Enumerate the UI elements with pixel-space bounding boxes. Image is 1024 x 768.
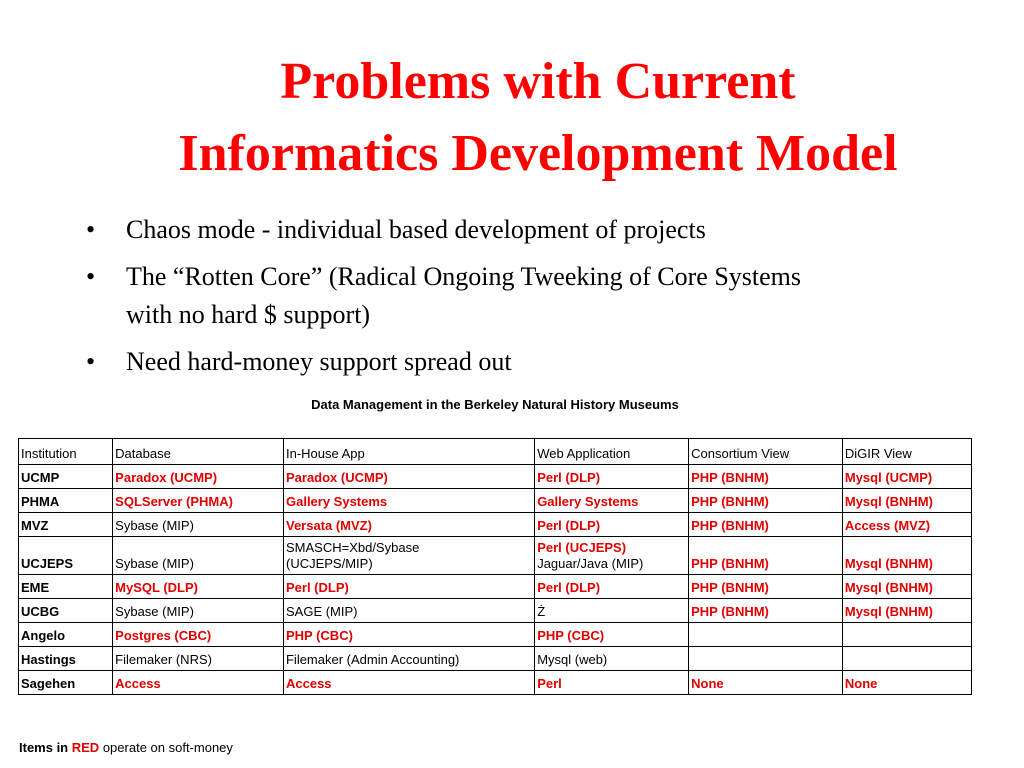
table-cell-text: Perl: [537, 676, 562, 691]
table-cell: [283, 599, 534, 623]
table-cell: [842, 489, 971, 513]
table-header-cell: Institution: [19, 439, 113, 465]
table-cell: [535, 537, 689, 575]
table-row: [19, 489, 972, 513]
institution-cell: EME: [19, 575, 113, 599]
table-cell-text: Mysql (BNHM): [844, 580, 933, 595]
table-row: [19, 647, 972, 671]
institution-cell: UCMP: [19, 465, 113, 489]
table-cell: [689, 671, 843, 695]
table-cell: [535, 513, 689, 537]
table-cell: [842, 647, 971, 671]
bullet-item: [86, 210, 846, 250]
table-row: [19, 513, 972, 537]
table-cell-text: PHP (BNHM): [691, 518, 769, 533]
institution-cell: PHMA: [19, 489, 113, 513]
table-cell-text: Mysql (BNHM): [844, 604, 933, 619]
table-cell: [842, 537, 971, 575]
table-cell-line: Jaguar/Java (MIP): [537, 556, 644, 571]
table-header-cell: Web Application: [535, 439, 689, 465]
table-cell: [842, 599, 971, 623]
table-cell-text: PHP (CBC): [285, 628, 353, 643]
table-cell: [535, 599, 689, 623]
table-row: [19, 465, 972, 489]
bullet-item: [86, 258, 846, 334]
bullet-item: [86, 342, 846, 382]
table-cell: [283, 671, 534, 695]
table-cell-text: PHP (BNHM): [691, 580, 769, 595]
table-cell: [113, 489, 284, 513]
table-cell: [283, 537, 534, 575]
table-cell: [283, 575, 534, 599]
footer-prefix: Items in: [19, 740, 69, 755]
table-row: [19, 575, 972, 599]
table-cell: [113, 599, 284, 623]
table-cell: [842, 513, 971, 537]
table-cell: [113, 537, 284, 575]
table-cell: [283, 623, 534, 647]
table-cell-text: Sybase (MIP): [115, 556, 194, 571]
table-cell: [535, 465, 689, 489]
table-cell: [535, 647, 689, 671]
table-cell-text: Perl (DLP): [537, 518, 601, 533]
table-cell-text: Perl (DLP): [537, 580, 601, 595]
slide-title-line-1: Problems with Current: [280, 53, 796, 110]
table-cell-text: SQLServer (PHMA): [115, 494, 233, 509]
table-cell: [113, 647, 284, 671]
table-cell-text: Perl (DLP): [285, 580, 349, 595]
table-cell-text: PHP (BNHM): [691, 470, 769, 485]
table-cell-text: Gallery Systems: [285, 494, 388, 509]
table-cell: [842, 465, 971, 489]
table-cell-text: Mysql (BNHM): [844, 556, 933, 571]
table-cell-text: Perl (DLP): [537, 470, 601, 485]
bullet-text: The “Rotten Core” (Radical Ongoing Tweeking of Core Systems with no hard $ support): [126, 262, 801, 329]
institution-cell: Angelo: [19, 623, 113, 647]
table-cell: [283, 647, 534, 671]
table-header-cell: In-House App: [283, 439, 534, 465]
table-cell-text: Paradox (UCMP): [285, 470, 388, 485]
institution-cell: UCBG: [19, 599, 113, 623]
table-cell-text: SAGE (MIP): [285, 604, 358, 619]
table-cell-text: Ż: [537, 604, 546, 619]
table-cell: [842, 575, 971, 599]
bullet-icon: •: [86, 215, 96, 244]
table-cell-text: Paradox (UCMP): [115, 470, 218, 485]
slide-title: [0, 46, 1024, 190]
table-cell: [535, 623, 689, 647]
table-cell-text: Mysql (web): [537, 652, 608, 667]
bullet-list: [86, 210, 846, 390]
table-cell: [283, 465, 534, 489]
table-cell-text: Mysql (UCMP): [844, 470, 933, 485]
table-cell-text: MySQL (DLP): [115, 580, 198, 595]
table-cell-text: Sybase (MIP): [115, 604, 194, 619]
table-header-cell: Database: [113, 439, 284, 465]
table-cell: [283, 489, 534, 513]
table-cell: [113, 575, 284, 599]
table-header-row: [19, 439, 972, 465]
table-cell-text: Filemaker (Admin Accounting): [285, 652, 460, 667]
bullet-icon: •: [86, 262, 96, 291]
table-cell-text: Access (MVZ): [844, 518, 931, 533]
table-cell-text: PHP (BNHM): [691, 604, 769, 619]
table-cell-line: (UCJEPS/MIP): [285, 556, 373, 571]
table-cell: [535, 671, 689, 695]
slide-title-line-2: Informatics Development Model: [178, 125, 898, 182]
table-cell-text: PHP (BNHM): [691, 494, 769, 509]
table-cell-text: Sybase (MIP): [115, 518, 194, 533]
table-cell: [535, 575, 689, 599]
footer-note: [19, 740, 233, 755]
table-cell: [689, 623, 843, 647]
table-cell-text: None: [691, 676, 724, 691]
table-cell: [689, 537, 843, 575]
table-cell: [689, 575, 843, 599]
table-cell: [689, 465, 843, 489]
table-row: [19, 623, 972, 647]
table-cell: [689, 599, 843, 623]
table-cell-text: None: [844, 676, 878, 691]
table-cell: [113, 623, 284, 647]
table-cell-text: Postgres (CBC): [115, 628, 212, 643]
institution-cell: Hastings: [19, 647, 113, 671]
table-cell-text: Access: [285, 676, 332, 691]
table-cell: [283, 513, 534, 537]
table-row: [19, 599, 972, 623]
table-cell-text: Filemaker (NRS): [115, 652, 212, 667]
table-cell-text: PHP (BNHM): [691, 556, 769, 571]
table-cell-text: Access: [115, 676, 161, 691]
institution-cell: MVZ: [19, 513, 113, 537]
table-cell: [113, 465, 284, 489]
footer-red-word: RED: [71, 740, 100, 755]
table-row: [19, 537, 972, 575]
table-caption: Data Management in the Berkeley Natural History Museums: [311, 397, 679, 412]
institution-cell: Sagehen: [19, 671, 113, 695]
institution-cell: UCJEPS: [19, 537, 113, 575]
table-cell-text: Mysql (BNHM): [844, 494, 933, 509]
bullet-text: Need hard-money support spread out: [126, 347, 512, 376]
bullet-text: Chaos mode - individual based development of projects: [126, 215, 706, 244]
bullet-icon: •: [86, 347, 96, 376]
table-cell-text: Gallery Systems: [537, 494, 639, 509]
table-header-cell: DiGIR View: [842, 439, 971, 465]
table-cell-text: PHP (CBC): [537, 628, 605, 643]
footer-suffix: operate on soft-money: [102, 740, 233, 755]
table-cell-line: Perl (UCJEPS): [537, 540, 627, 555]
table-row: [19, 671, 972, 695]
table-cell: [113, 513, 284, 537]
table-cell: [689, 513, 843, 537]
table-cell: [689, 489, 843, 513]
table-cell: [535, 489, 689, 513]
table-cell: [842, 623, 971, 647]
table-cell: [113, 671, 284, 695]
table-cell-text: Versata (MVZ): [285, 518, 372, 533]
data-management-table: [18, 438, 972, 695]
table-cell: [689, 647, 843, 671]
table-cell-line: SMASCH=Xbd/Sybase: [285, 540, 420, 555]
table-header-cell: Consortium View: [689, 439, 843, 465]
table-cell: [842, 671, 971, 695]
